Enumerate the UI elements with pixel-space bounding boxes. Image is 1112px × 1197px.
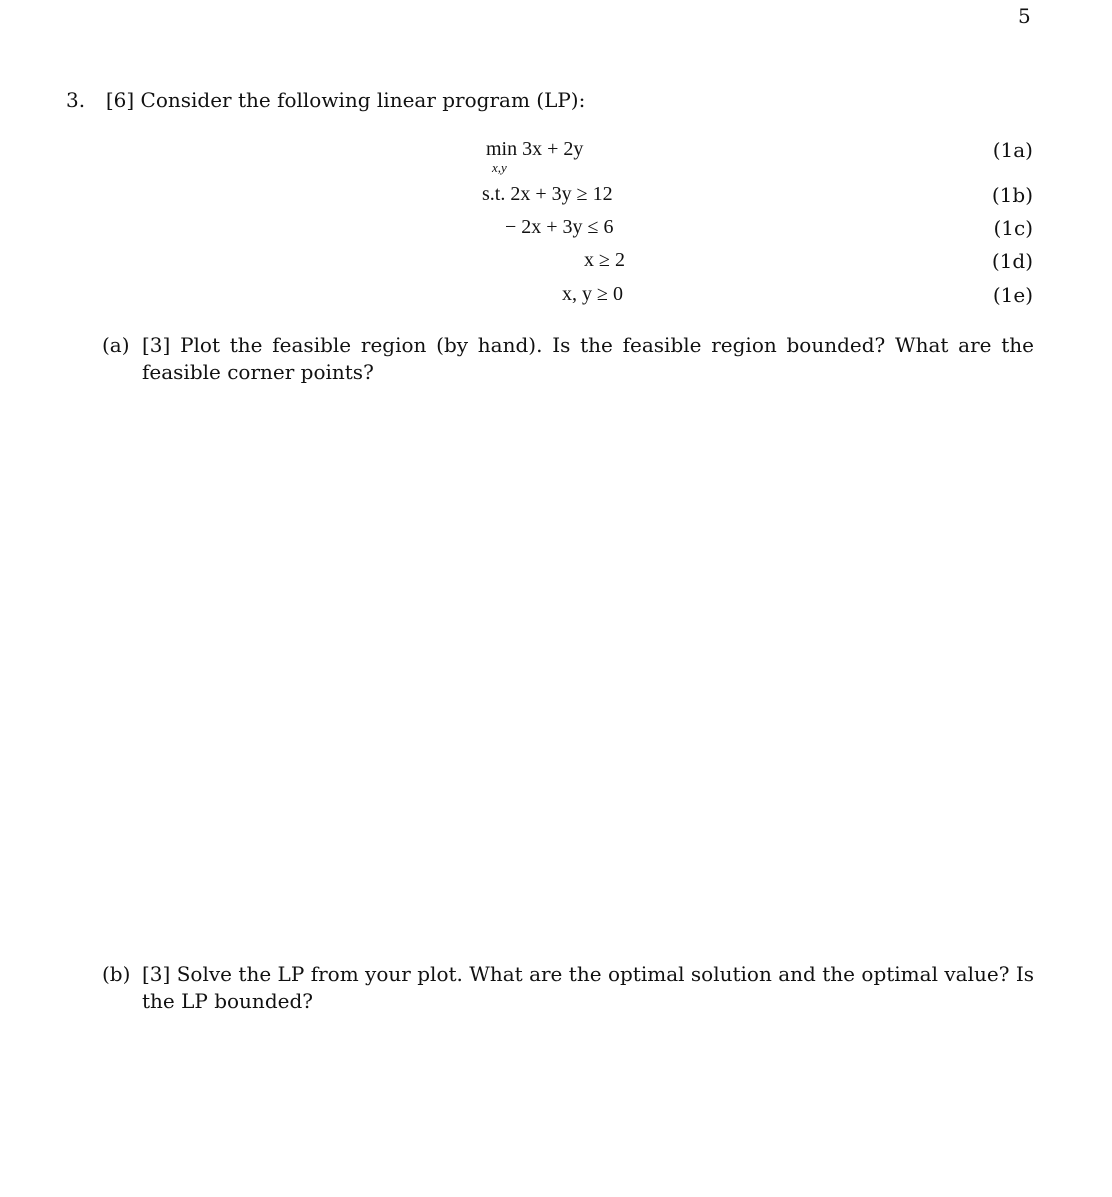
part-b-label: (b) (102, 962, 131, 986)
part-a (102, 332, 1034, 386)
constraint-expr: 2x + 3y ≥ 12 (510, 183, 613, 205)
constraint-1c: − 2x + 3y ≤ 6 (505, 216, 614, 238)
objective-expr: 3x + 2y (522, 138, 584, 160)
equation-tag-1e: (1e) (992, 283, 1033, 307)
part-a-label: (a) (102, 333, 130, 357)
objective-op: min (486, 138, 518, 160)
equation-tag-1a: (1a) (992, 138, 1033, 162)
question-header (66, 88, 585, 112)
equation-tag-1c: (1c) (993, 216, 1033, 240)
objective-subscript: x,y (492, 160, 507, 175)
part-a-text: [3] Plot the feasible region (by hand). Is the feasible region bounded? What are the feasible corner points? (142, 333, 1034, 384)
question-points: [6] (105, 88, 135, 112)
part-b-text: [3] Solve the LP from your plot. What are the optimal solution and the optimal value? Is the LP bounded? (142, 962, 1034, 1013)
question-text: Consider the following linear program (LP): (140, 88, 586, 112)
constraint-1e: x, y ≥ 0 (562, 283, 623, 305)
equation-tag-1b: (1b) (991, 183, 1033, 207)
page-number: 5 (1018, 4, 1031, 28)
constraint-1d: x ≥ 2 (584, 249, 625, 271)
question-number: 3. (66, 88, 86, 112)
equation-tag-1d: (1d) (991, 249, 1033, 273)
objective-line (486, 138, 583, 161)
part-b (102, 961, 1034, 1015)
constraint-prefix: s.t. (482, 183, 506, 205)
constraint-1b (482, 183, 613, 206)
